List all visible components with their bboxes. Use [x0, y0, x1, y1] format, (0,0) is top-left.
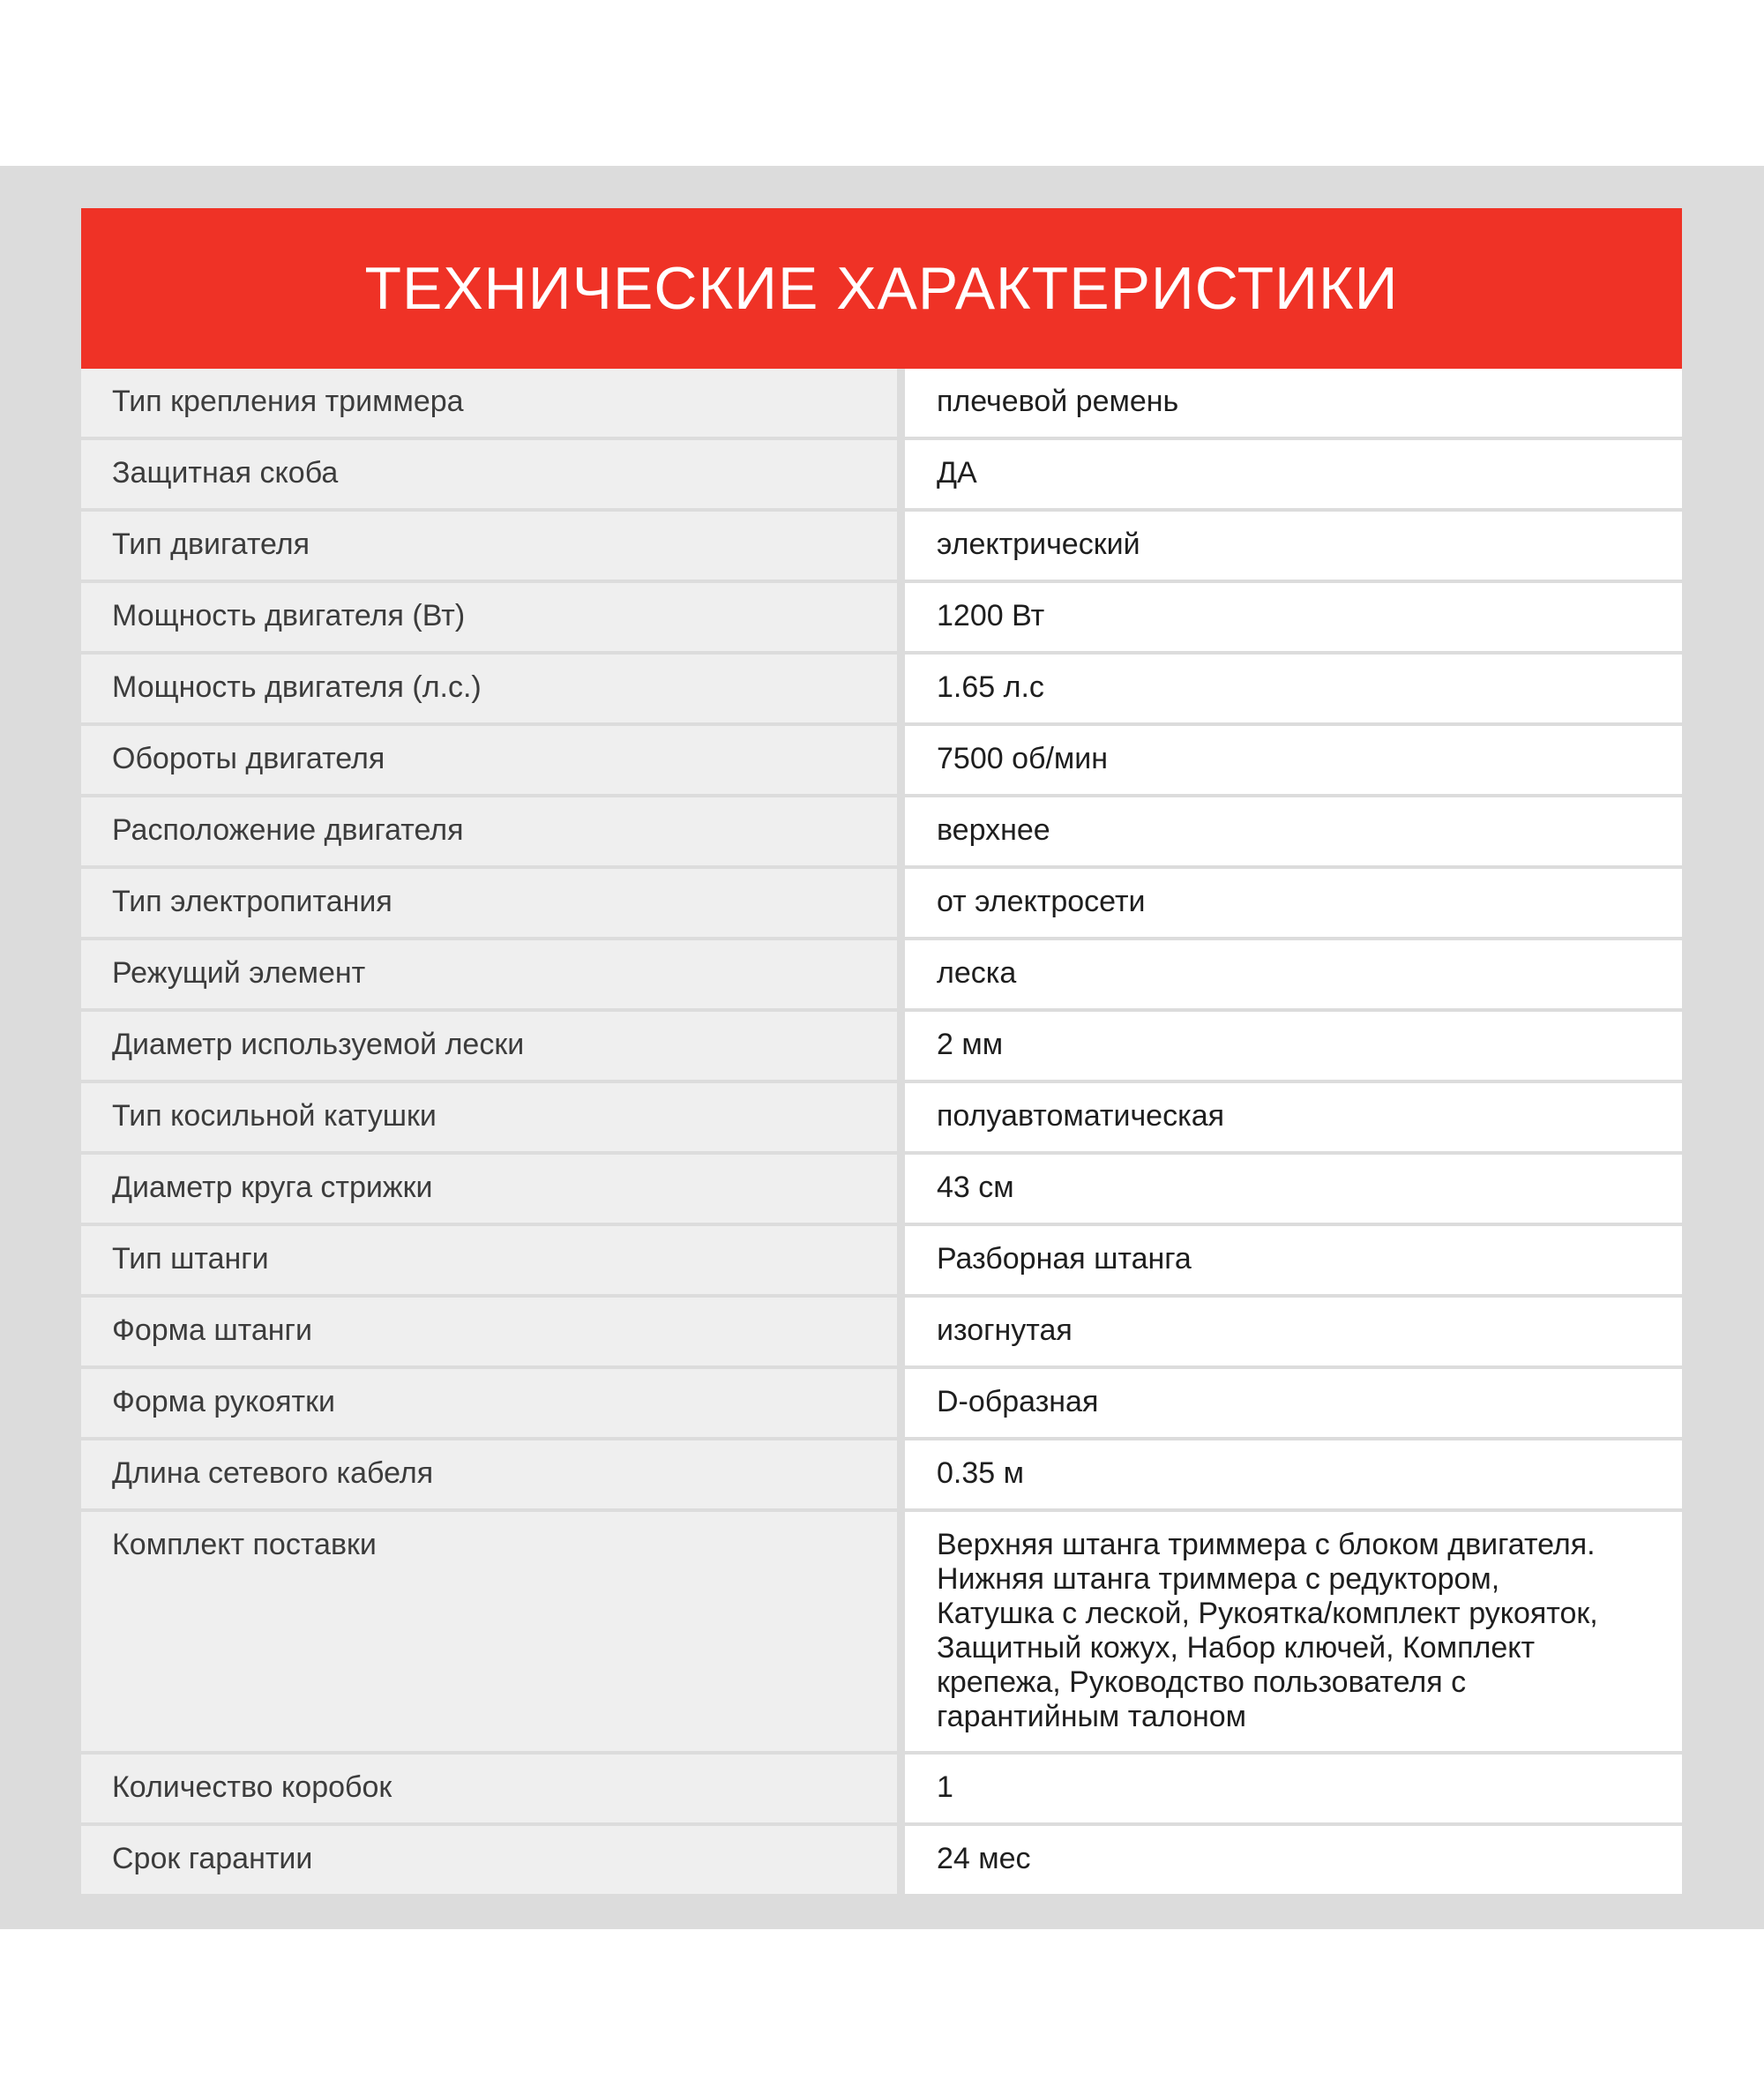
spec-value: 43 см: [905, 1155, 1682, 1223]
spec-label: Срок гарантии: [81, 1826, 897, 1894]
spec-value: 1200 Вт: [905, 583, 1682, 651]
spec-value: ДА: [905, 440, 1682, 508]
spec-value: D-образная: [905, 1369, 1682, 1437]
table-row: [81, 440, 1682, 508]
spec-label: Форма рукоятки: [81, 1369, 897, 1437]
spec-label: Защитная скоба: [81, 440, 897, 508]
spec-value: плечевой ремень: [905, 369, 1682, 437]
table-row: [81, 1512, 1682, 1751]
specs-card: [81, 208, 1682, 1894]
spec-label: Диаметр круга стрижки: [81, 1155, 897, 1223]
spec-label: Тип двигателя: [81, 512, 897, 580]
spec-label: Длина сетевого кабеля: [81, 1440, 897, 1508]
spec-label: Комплект поставки: [81, 1512, 897, 1751]
spec-label: Тип штанги: [81, 1226, 897, 1294]
table-row: [81, 1083, 1682, 1151]
spec-value: верхнее: [905, 797, 1682, 865]
spec-label: Количество коробок: [81, 1755, 897, 1822]
spec-value: 24 мес: [905, 1826, 1682, 1894]
spec-label: Мощность двигателя (л.с.): [81, 655, 897, 722]
spec-value: леска: [905, 940, 1682, 1008]
table-row: [81, 369, 1682, 437]
spec-value: 0.35 м: [905, 1440, 1682, 1508]
spec-value: Верхняя штанга триммера с блоком двигателя. Нижняя штанга триммера с редуктором, Катушка с леской, Рукоятка/комплект рукояток, Защитный кожух, Набор ключей, Комплект крепежа, Руководство пользователя с гарантийным талоном: [905, 1512, 1682, 1751]
spec-label: Тип электропитания: [81, 869, 897, 937]
table-row: [81, 726, 1682, 794]
spec-value: 1: [905, 1755, 1682, 1822]
table-row: [81, 1012, 1682, 1080]
table-row: [81, 1298, 1682, 1365]
table-row: [81, 583, 1682, 651]
spec-value: 1.65 л.с: [905, 655, 1682, 722]
table-row: [81, 1440, 1682, 1508]
table-row: [81, 1226, 1682, 1294]
spec-value: 7500 об/мин: [905, 726, 1682, 794]
spec-value: изогнутая: [905, 1298, 1682, 1365]
table-row: [81, 1155, 1682, 1223]
spec-value: Разборная штанга: [905, 1226, 1682, 1294]
spec-label: Тип косильной катушки: [81, 1083, 897, 1151]
table-row: [81, 1755, 1682, 1822]
page-title: ТЕХНИЧЕСКИЕ ХАРАКТЕРИСТИКИ: [364, 255, 1399, 322]
spec-label: Тип крепления триммера: [81, 369, 897, 437]
spec-value: 2 мм: [905, 1012, 1682, 1080]
spec-label: Диаметр используемой лески: [81, 1012, 897, 1080]
spec-table: [81, 369, 1682, 1894]
table-row: [81, 655, 1682, 722]
spec-label: Режущий элемент: [81, 940, 897, 1008]
table-row: [81, 512, 1682, 580]
spec-value: электрический: [905, 512, 1682, 580]
table-row: [81, 1369, 1682, 1437]
spec-label: Обороты двигателя: [81, 726, 897, 794]
spec-label: Расположение двигателя: [81, 797, 897, 865]
spec-label: Мощность двигателя (Вт): [81, 583, 897, 651]
title-bar: [81, 208, 1682, 369]
table-row: [81, 940, 1682, 1008]
spec-label: Форма штанги: [81, 1298, 897, 1365]
table-row: [81, 1826, 1682, 1894]
spec-value: от электросети: [905, 869, 1682, 937]
table-row: [81, 797, 1682, 865]
spec-value: полуавтоматическая: [905, 1083, 1682, 1151]
table-row: [81, 869, 1682, 937]
